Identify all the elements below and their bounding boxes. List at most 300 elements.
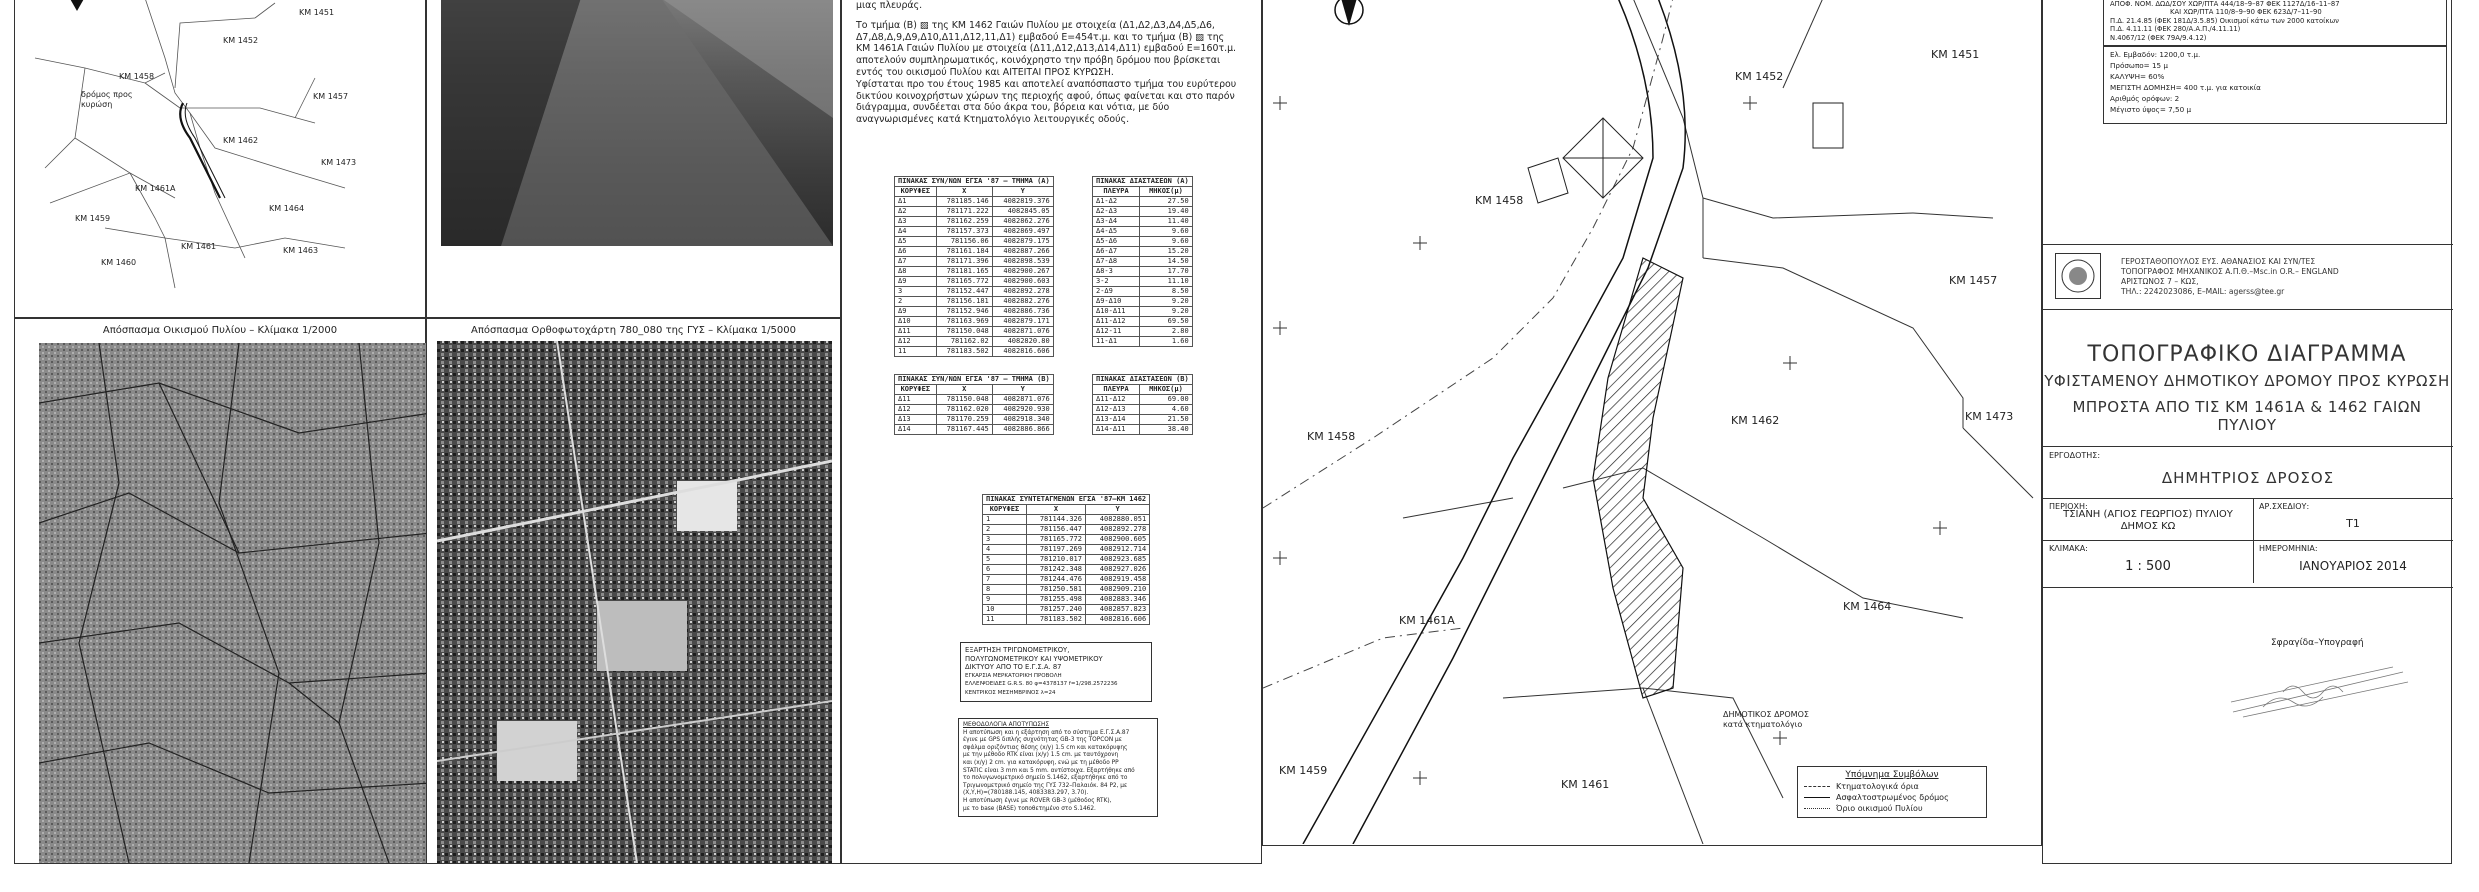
table-cell: 781257.240 [1026,605,1085,615]
building-terms-box [2103,46,2447,124]
road-photo [426,0,841,318]
methodology-line: Η αποτύπωση έγινε με ROVER GB-3 (μέθοδος RTK), [963,797,1112,804]
title-block [2042,0,2452,864]
table-cell: Δ11 [895,327,937,337]
table-cell: 11 [983,615,1027,625]
date-label: ΗΜΕΡΟΜΗΝΙΑ: [2259,544,2318,553]
intro-line: εντός του οικισμού Πυλίου και ΑΙΤΕΙΤΑΙ ΠΡΟΣ ΚΥΡΩΣΗ. [856,66,1114,78]
table-cell: 781150.048 [936,395,992,405]
table-cell: 4082892.278 [992,287,1053,297]
table-row [895,415,1054,425]
map-label-km1464: KM 1464 [1843,600,1892,613]
table-cell: 4082880.051 [1085,515,1149,525]
orthophoto-title: Απόσπασμα Ορθοφωτοχάρτη 780_080 της ΓΥΣ – Κλίμακα 1/5000 [471,325,796,336]
table-row [1093,267,1193,277]
col-header: ΚΟΡΥΦΕΣ [983,505,1027,515]
table-cell: 4082892.278 [1085,525,1149,535]
regulation-box [2103,0,2447,46]
table-cell: 781162.02 [936,337,992,347]
table-cell: 4082886.736 [992,307,1053,317]
topographic-map-panel [1262,0,2042,846]
minimap-label-km1462: KM 1462 [223,136,259,145]
date-value: ΙΑΝΟΥΑΡΙΟΣ 2014 [2299,559,2407,573]
orthophoto-panel [426,318,841,864]
table-cell: Δ1 [895,197,937,207]
table-cell: 8 [983,585,1027,595]
table-row [983,615,1150,625]
table-cell: 4082883.346 [1085,595,1149,605]
col-header: ΚΟΡΥΦΕΣ [895,385,937,395]
map-label-km1451: KM 1451 [1931,48,1980,61]
orthophoto-image [437,341,832,863]
table-cell: Δ14 [895,425,937,435]
table-cell: 4082862.276 [992,217,1053,227]
regulation-line: Π.Δ. 4.11.11 (ΦΕΚ 280/Α.Α.Π./4.11.11) [2110,25,2241,34]
network-line: ΚΕΝΤΡΙΚΟΣ ΜΕΣΗΜΒΡΙΝΟΣ λ=24 [965,689,1056,696]
col-header: ΜΗΚΟΣ(μ) [1140,385,1193,395]
signature-stamp [2223,662,2413,722]
methodology-title: ΜΕΘΟΔΟΛΟΓΙΑ ΑΠΟΤΥΠΩΣΗΣ [963,722,1050,728]
map-label-km1452: KM 1452 [1735,70,1784,83]
legend-title: Υπόμνημα Συμβόλων [1845,770,1939,780]
network-line: ΕΛΛΕΙΨΟΕΙΔΕΣ G.R.S. 80 φ=4378137 f=1/298.2572236 [965,681,1118,688]
table-cell: 3 [895,287,937,297]
table-cell: 4082820.80 [992,337,1053,347]
table-row [1093,425,1193,435]
coord-table-km1462 [982,494,1150,625]
table-cell: Δ11 [895,395,937,405]
table-cell: 781144.326 [1026,515,1085,525]
table-cell: 9 [983,595,1027,605]
table-row [895,405,1054,415]
client-name: ΔΗΜΗΤΡΙΟΣ ΔΡΟΣΟΣ [2161,469,2335,487]
table-cell: 11-Δ1 [1093,337,1140,347]
table-cell: 9.20 [1140,307,1193,317]
table-row [895,277,1054,287]
table-cell: Δ3 [895,217,937,227]
table-row [895,337,1054,347]
legend-item [1804,803,1980,814]
network-box [960,642,1152,702]
table-cell: 781171.396 [936,257,992,267]
table-cell: 781183.502 [936,347,992,357]
table-cell: 781167.445 [936,425,992,435]
table-row [1093,317,1193,327]
table-cell: Δ7 [895,257,937,267]
table-cell: 4082898.539 [992,257,1053,267]
table-cell: 781242.348 [1026,565,1085,575]
table-cell: 781250.581 [1026,585,1085,595]
table-row [895,297,1054,307]
table-cell: 8.50 [1140,287,1193,297]
table-cell: 781162.259 [936,217,992,227]
table-cell: 17.70 [1140,267,1193,277]
table-row [895,317,1054,327]
table-row [1093,247,1193,257]
dims-table-b [1092,374,1193,435]
table-cell: 4082920.930 [992,405,1053,415]
table-row [1093,297,1193,307]
col-header: X [936,385,992,395]
methodology-line: με την μέθοδο RTK είναι (x/y) 1.5 cm. με ταυτόχρονη [963,752,1119,759]
table-row [895,197,1054,207]
table-cell: Δ11-Δ12 [1093,317,1140,327]
table-row [983,555,1150,565]
table-row [895,287,1054,297]
table-cell: Δ5 [895,237,937,247]
table-cell: 781183.502 [1026,615,1085,625]
table-cell: 781162.020 [936,405,992,415]
coord-table-b [894,374,1054,435]
methodology-line: το πολυγωνομετρικό σημείο S.1462, εξαρτήθηκε από το [963,775,1128,782]
table-row [1093,207,1193,217]
intro-line: δικτύου κοινοχρήστων χώρων της περιοχής αφού, όπως φαίνεται και στο παρόν [856,90,1235,102]
table-row [895,217,1054,227]
table-cell: 4082819.376 [992,197,1053,207]
table-cell: 4082871.076 [992,395,1053,405]
table-cell: 781170.259 [936,415,992,425]
road-label-line: ΔΗΜΟΤΙΚΟΣ ΔΡΟΜΟΣ [1723,710,1809,719]
table-row [895,425,1054,435]
building-term: Ελ. Εμβαδόν: 1200,0 τ.μ. [2110,50,2201,59]
minimap-label-km1452: KM 1452 [223,36,259,45]
legend-item [1804,781,1980,792]
text-tables-panel [841,0,1262,864]
col-header: ΚΟΡΥΦΕΣ [895,187,937,197]
table-cell: 781171.222 [936,207,992,217]
drawing-no-label: ΑΡ.ΣΧΕΔΙΟΥ: [2259,502,2310,511]
table-cell: Δ9 [895,277,937,287]
table-cell: 781163.969 [936,317,992,327]
table-cell: Δ12-Δ13 [1093,405,1140,415]
table-cell: 781156.06 [936,237,992,247]
minimap-panel [14,0,426,318]
methodology-line: έγινε με GPS διπλής συχνότητας GB-3 της TOPCON με [963,737,1122,744]
map-label-km1473: KM 1473 [1965,410,2014,423]
table-cell: 781152.447 [936,287,992,297]
table-cell: 9.60 [1140,227,1193,237]
area-label: ΠΕΡΙΟΧΗ: [2049,502,2088,511]
dims-table-a-title: ΠΙΝΑΚΑΣ ΔΙΑΣΤΑΣΕΩΝ (Α) [1093,177,1193,187]
table-cell: 4082845.05 [992,207,1053,217]
minimap-drawing [15,0,425,316]
table-cell: 14.50 [1140,257,1193,267]
table-cell: 4082912.714 [1085,545,1149,555]
table-cell: Δ8 [895,267,937,277]
drawing-subtitle-1: ΥΦΙΣΤΑΜΕΝΟΥ ΔΗΜΟΤΙΚΟΥ ΔΡΟΜΟΥ ΠΡΟΣ ΚΥΡΩΣΗ [2044,372,2450,390]
topographic-map [1263,0,2041,844]
table-cell: Δ13-Δ14 [1093,415,1140,425]
intro-line: ΚΜ 1461Α Γαιών Πυλίου με στοιχεία (Δ11,Δ12,Δ13,Δ14,Δ11) εμβαδού Ε=160τ.μ. [856,43,1237,55]
table-row [983,595,1150,605]
legend-item-label: Όριο οικισμού Πυλίου [1836,804,1923,813]
table-row [1093,197,1193,207]
table-cell: 3-2 [1093,277,1140,287]
minimap-label-km1451: KM 1451 [299,8,335,17]
table-row [1093,237,1193,247]
table-cell: 4082900.605 [1085,535,1149,545]
table-cell: 4082869.497 [992,227,1053,237]
coord-table-a-title: ΠΙΝΑΚΑΣ ΣΥΝ/ΝΩΝ ΕΓΣΑ '87 – ΤΜΗΜΑ (Α) [895,177,1054,187]
table-cell: 4 [983,545,1027,555]
map-label-km1458: KM 1458 [1475,194,1524,207]
table-cell: 15.20 [1140,247,1193,257]
regulation-line: ΑΠΟΦ. ΝΟΜ. ΔΩΔ/ΣΟΥ ΧΩΡ/ΠΤΑ 444/18–9–87 ΦΕΚ 1127Δ/16–11–87 [2110,0,2340,8]
table-cell: Δ8-3 [1093,267,1140,277]
company-line: ΤΗΛ.: 2242023086, E–MAIL: agerss@tee.gr [2121,287,2285,296]
minimap-label-km1461a: KM 1461A [135,184,176,193]
map-label-km1461a: KM 1461A [1399,614,1455,627]
minimap-label-km1461: KM 1461 [181,242,217,251]
settlement-map-panel [14,318,426,864]
road-label-line: κατά κτηματολόγιο [1723,720,1803,729]
minimap-label-km1457: KM 1457 [313,92,349,101]
building-term: ΚΑΛΥΨΗ= 60% [2110,72,2165,81]
methodology-line: STATIC είναι 3 mm και 5 mm. αντίστοιχα. Εξαρτήθηκε από [963,767,1135,774]
table-row [895,395,1054,405]
table-cell: Δ2 [895,207,937,217]
drawing-subtitle-2: ΜΠΡΟΣΤΑ ΑΠΟ ΤΙΣ ΚΜ 1461Α & 1462 ΓΑΙΩΝ ΠΥΛΙΟΥ [2072,398,2422,434]
network-line: ΕΓΚΑΡΣΙΑ ΜΕΡΚΑΤΟΡΙΚΗ ΠΡΟΒΟΛΗ [965,672,1062,679]
drawing-no: Τ1 [2346,517,2360,530]
table-row [983,605,1150,615]
table-cell: 69.00 [1140,395,1193,405]
dims-table-a [1092,176,1193,347]
col-header: X [1026,505,1085,515]
table-row [895,257,1054,267]
table-cell: 27.50 [1140,197,1193,207]
signature-label: Σφραγίδα–Υπογραφή [2271,638,2364,648]
intro-line: Το τμήμα (Β) ▨ της ΚΜ 1462 Γαιών Πυλίου με στοιχεία (Δ1,Δ2,Δ3,Δ4,Δ5,Δ6, [856,19,1215,31]
network-line: ΔΙΚΤΥΟΥ ΑΠΟ ΤΟ Ε.Γ.Σ.Α. 87 [965,663,1062,672]
table-cell: 1.60 [1140,337,1193,347]
table-row [983,575,1150,585]
company-line: ΑΡΙΣΤΩΝΟΣ 7 – ΚΩΣ, [2121,277,2199,286]
table-row [983,585,1150,595]
area-value-line: ΔΗΜΟΣ ΚΩ [2120,521,2176,532]
table-cell: 11.10 [1140,277,1193,287]
minimap-label-km1463: KM 1463 [283,246,319,255]
table-cell: Δ4 [895,227,937,237]
minimap-label-km1458: KM 1458 [119,72,155,81]
table-cell: 4082886.866 [992,425,1053,435]
scale-label: ΚΛΙΜΑΚΑ: [2049,544,2088,553]
table-cell: Δ14-Δ11 [1093,425,1140,435]
regulation-line: Ν.4067/12 (ΦΕΚ 79Α/9.4.12) [2110,33,2207,42]
table-row [1093,287,1193,297]
table-row [1093,337,1193,347]
table-row [1093,405,1193,415]
methodology-line: Τριγωνομετρικό σημείο της ΓΥΣ 732–Παλαιόκ. 84 Ρ2, με [963,782,1128,789]
table-cell: 3 [983,535,1027,545]
table-cell: 4082816.606 [1085,615,1149,625]
intro-line: αποτελούν συμπληρωματικός, κοινόχρηστο την πρόβη δρόμου που βρίσκεται [856,55,1221,67]
table-row [983,525,1150,535]
table-cell: 38.40 [1140,425,1193,435]
minimap-label-km1464: KM 1464 [269,204,305,213]
table-cell: 781197.269 [1026,545,1085,555]
north-arrow-icon [1329,0,1369,36]
methodology-line: Η αποτύπωση και η εξάρτηση από το σύστημα Ε.Γ.Σ.Α.87 [963,729,1130,736]
minimap-label-km1460: KM 1460 [101,258,137,267]
building-term: ΜΕΓΙΣΤΗ ΔΟΜΗΣΗ= 400 τ.μ. για κατοικία [2110,83,2261,92]
company-block [2043,244,2453,310]
table-row [1093,395,1193,405]
methodology-line: και (x/y) 2 cm. για κατακόρυφη, ενώ με τη μέθοδο PP [963,759,1119,766]
table-cell: 781161.184 [936,247,992,257]
table-cell: Δ9 [895,307,937,317]
company-line: ΤΟΠΟΓΡΑΦΟΣ ΜΗΧΑΝΙΚΟΣ Α.Π.Θ.–Msc.in O.R.– ENGLAND [2121,267,2339,276]
table-cell: 2 [983,525,1027,535]
intro-text [856,0,1256,126]
table-cell: 6 [983,565,1027,575]
area-value [2043,509,2253,533]
table-cell: 781156.447 [1026,525,1085,535]
table-row [1093,277,1193,287]
table-row [1093,327,1193,337]
table-cell: Δ4-Δ5 [1093,227,1140,237]
table-cell: Δ12 [895,337,937,347]
intro-line: μιας πλευράς. [856,0,923,11]
company-logo-icon [2055,253,2101,299]
table-cell: 21.50 [1140,415,1193,425]
table-row [1093,257,1193,267]
table-cell: Δ6-Δ7 [1093,247,1140,257]
table-cell: 781165.772 [1026,535,1085,545]
table-row [895,327,1054,337]
table-row [895,247,1054,257]
table-row [983,515,1150,525]
company-line: ΓΕΡΟΣΤΑΘΟΠΟΥΛΟΣ ΕΥΣ. ΑΘΑΝΑΣΙΟΣ ΚΑΙ ΣΥΝ/ΤΕΣ [2121,257,2316,266]
col-header: ΠΛΕΥΡΑ [1093,385,1140,395]
settlement-map-title: Απόσπασμα Οικισμού Πυλίου – Κλίμακα 1/2000 [102,325,338,336]
methodology-line: με το base (BASE) τοποθετημένο στο S.1462. [963,805,1096,812]
table-cell: 2.80 [1140,327,1193,337]
table-row [1093,307,1193,317]
table-cell: 11.40 [1140,217,1193,227]
map-label-km1459: KM 1459 [1279,764,1328,777]
table-cell: 2-Δ9 [1093,287,1140,297]
scale-value: 1 : 500 [2125,559,2171,574]
table-cell: 781165.772 [936,277,992,287]
col-header: Y [1085,505,1149,515]
map-legend [1797,766,1987,818]
col-header: ΠΛΕΥΡΑ [1093,187,1140,197]
table-cell: Δ7-Δ8 [1093,257,1140,267]
methodology-line: (X,Y,H)=(780188.145, 4083383.297, 3.70). [963,790,1089,797]
table-cell: 781181.165 [936,267,992,277]
table-row [1093,227,1193,237]
table-cell: 781156.181 [936,297,992,307]
client-label: ΕΡΓΟΔΟΤΗΣ: [2049,451,2101,460]
methodology-box [958,718,1158,817]
table-cell: 4082900.267 [992,267,1053,277]
table-cell: 2 [895,297,937,307]
coord-table-km1462-title: ΠΙΝΑΚΑΣ ΣΥΝΤΕΤΑΓΜΕΝΩΝ ΕΓΣΑ '87–ΚΜ 1462 [983,495,1150,505]
table-cell: 4082923.685 [1085,555,1149,565]
table-cell: 7 [983,575,1027,585]
table-cell: 781185.146 [936,197,992,207]
map-label-km1461: KM 1461 [1561,778,1610,791]
table-cell: 781157.373 [936,227,992,237]
methodology-line: σφάλμα οριζόντιας θέσης (x/y) 1.5 cm και κατακόρυφης [963,744,1128,751]
table-cell: Δ5-Δ6 [1093,237,1140,247]
table-cell: 4082919.458 [1085,575,1149,585]
table-cell: 10 [983,605,1027,615]
table-row [983,565,1150,575]
intro-line: αναγνωρισμένες κατά Κτηματολόγιο λειτουργικές οδούς. [856,114,1130,126]
coord-table-a [894,176,1054,357]
table-row [983,545,1150,555]
compass-icon [69,0,85,10]
intro-line: διάγραμμα, συνδέεται στα δύο άκρα του, βόρεια και νότια, με δύο [856,102,1170,114]
table-cell: 4082871.076 [992,327,1053,337]
col-header: ΜΗΚΟΣ(μ) [1140,187,1193,197]
table-cell: 4082887.266 [992,247,1053,257]
table-row [895,207,1054,217]
municipal-road-label [1723,710,1809,730]
network-line: ΕΞΑΡΤΗΣΗ ΤΡΙΓΩΝΟΜΕΤΡΙΚΟΥ, [965,646,1070,654]
table-cell: Δ12 [895,405,937,415]
table-cell: 69.50 [1140,317,1193,327]
table-row [895,227,1054,237]
table-cell: Δ2-Δ3 [1093,207,1140,217]
map-label-km1458-west: KM 1458 [1307,430,1356,443]
table-cell: 4082909.210 [1085,585,1149,595]
table-cell: 781150.048 [936,327,992,337]
building-term: Μέγιστο ύψος= 7,50 μ [2110,105,2192,114]
table-cell: 4082918.340 [992,415,1053,425]
drawing-title: ΤΟΠΟΓΡΑΦΙΚΟ ΔΙΑΓΡΑΜΜΑ [2087,342,2407,367]
building-term: Αριθμός ορόφων: 2 [2110,94,2180,103]
table-cell: Δ3-Δ4 [1093,217,1140,227]
table-cell: 4082857.823 [1085,605,1149,615]
table-cell: 9.20 [1140,297,1193,307]
table-cell: 781244.476 [1026,575,1085,585]
area-value-line: ΤΣΙΑΝΗ (ΑΓΙΟΣ ΓΕΩΡΓΙΟΣ) ΠΥΛΙΟΥ [2063,509,2233,520]
network-line: ΠΟΛΥΓΩΝΟΜΕΤΡΙΚΟΥ ΚΑΙ ΥΨΟΜΕΤΡΙΚΟΥ [965,654,1103,663]
minimap-road-note: δρόμος προς κυρώση [81,90,133,109]
table-cell: Δ10 [895,317,937,327]
col-header: X [936,187,992,197]
col-header: Y [992,187,1053,197]
table-row [1093,217,1193,227]
table-cell: 781210.017 [1026,555,1085,565]
table-row [895,347,1054,357]
regulation-line: ΚΑΙ ΧΩΡ/ΠΤΑ 110/8–9–90 ΦΕΚ 623Δ/7–11–90 [2170,8,2322,17]
table-cell: 5 [983,555,1027,565]
intro-line: Υφίσταται προ του έτους 1985 και αποτελεί αναπόσπαστο τμήμα του ευρύτερου [856,78,1237,90]
table-cell: Δ9-Δ10 [1093,297,1140,307]
table-row [895,237,1054,247]
legend-item-label: Ασφαλτοστρωμένος δρόμος [1836,793,1949,802]
table-cell: 1 [983,515,1027,525]
table-cell: 4082816.606 [992,347,1053,357]
table-cell: 4082927.026 [1085,565,1149,575]
table-cell: Δ1-Δ2 [1093,197,1140,207]
minimap-label-km1473: KM 1473 [321,158,357,167]
map-label-km1462: KM 1462 [1731,414,1780,427]
table-cell: 11 [895,347,937,357]
minimap-label-km1459: KM 1459 [75,214,111,223]
table-cell: 4082900.603 [992,277,1053,287]
table-cell: 781152.946 [936,307,992,317]
table-cell: Δ6 [895,247,937,257]
table-cell: 9.60 [1140,237,1193,247]
coord-table-b-title: ΠΙΝΑΚΑΣ ΣΥΝ/ΝΩΝ ΕΓΣΑ '87 – ΤΜΗΜΑ (Β) [895,375,1054,385]
table-cell: 19.40 [1140,207,1193,217]
regulation-line: Π.Δ. 21.4.85 (ΦΕΚ 181Δ/3.5.85) Οικισμοί κάτω των 2000 κατοίκων [2110,16,2339,25]
